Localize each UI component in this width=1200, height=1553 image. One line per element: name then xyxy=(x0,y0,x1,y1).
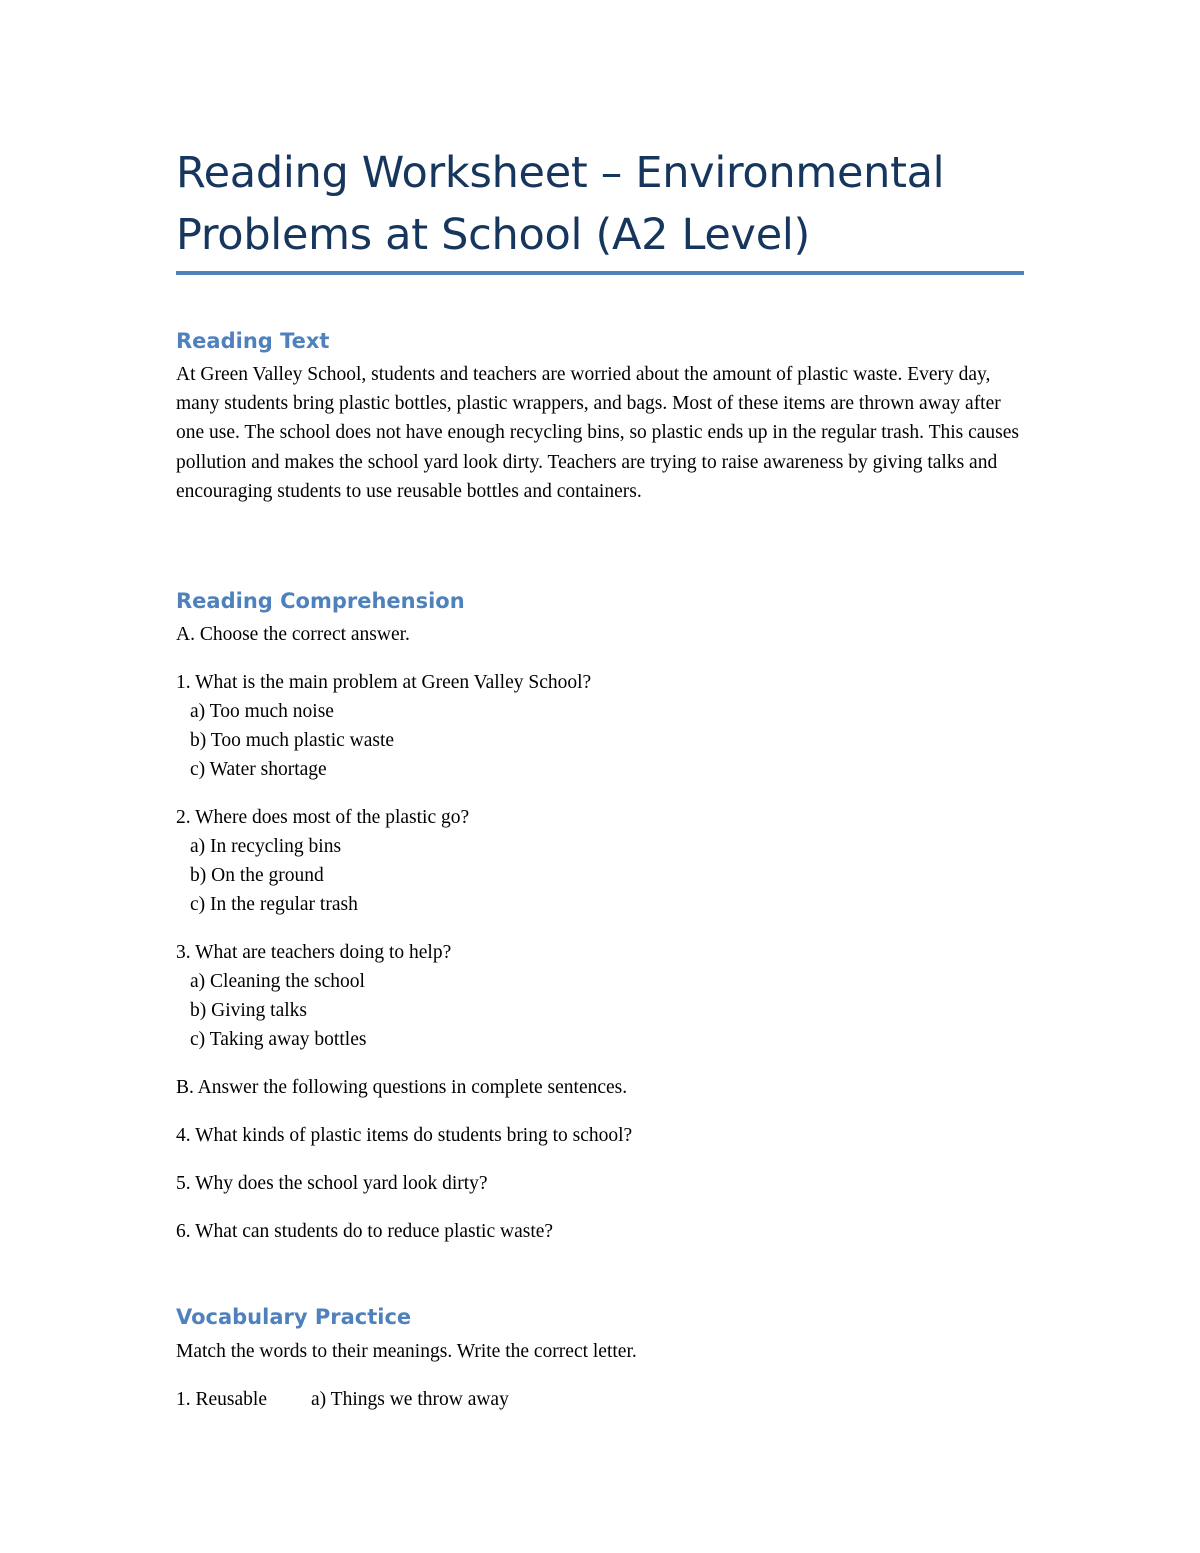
question-block-1 xyxy=(176,668,1024,784)
question-text: 1. What is the main problem at Green Valley School? xyxy=(176,672,592,693)
vocabulary-word: 1. Reusable xyxy=(176,1389,267,1410)
reading-comprehension-section xyxy=(176,586,1024,1246)
answer-option: a) In recycling bins xyxy=(190,836,342,857)
answer-option: b) Too much plastic waste xyxy=(190,730,395,751)
vocabulary-section xyxy=(176,1302,1024,1414)
vocabulary-instruction: Match the words to their meanings. Write the correct letter. xyxy=(176,1341,637,1362)
vocabulary-meaning: a) Things we throw away xyxy=(311,1389,509,1410)
question-text: 2. Where does most of the plastic go? xyxy=(176,807,470,828)
open-question-4: 4. What kinds of plastic items do students bring to school? xyxy=(176,1125,633,1146)
answer-option: c) In the regular trash xyxy=(190,894,358,915)
reading-text-paragraph: At Green Valley School, students and teachers are worried about the amount of plastic waste. Every day, many students bring plastic bottles, plastic wrappers, and bags. Most of these items are thrown away after one use. The school does not have enough recycling bins, so plastic ends up in the regular trash. This causes pollution and makes the school yard look dirty. Teachers are trying to raise awareness by giving talks and encouraging students to use reusable bottles and containers. xyxy=(176,364,1020,502)
reading-comprehension-heading: Reading Comprehension xyxy=(176,589,465,613)
vocabulary-row xyxy=(176,1385,1024,1414)
title-underline xyxy=(176,271,1024,275)
page-title: Reading Worksheet – Environmental Problems at School (A2 Level) xyxy=(176,148,945,260)
question-text: 3. What are teachers doing to help? xyxy=(176,942,452,963)
vocabulary-heading: Vocabulary Practice xyxy=(176,1305,412,1329)
question-block-3 xyxy=(176,938,1024,1054)
answer-option: b) On the ground xyxy=(190,865,324,886)
reading-text-heading: Reading Text xyxy=(176,329,330,353)
open-question-5: 5. Why does the school yard look dirty? xyxy=(176,1173,488,1194)
answer-option: a) Cleaning the school xyxy=(190,971,365,992)
answer-option: c) Water shortage xyxy=(190,759,327,780)
part-b-instruction: B. Answer the following questions in complete sentences. xyxy=(176,1077,628,1098)
answer-option: a) Too much noise xyxy=(190,701,334,722)
reading-text-section xyxy=(176,326,1024,506)
answer-option: c) Taking away bottles xyxy=(190,1029,367,1050)
question-block-2 xyxy=(176,803,1024,919)
answer-option: b) Giving talks xyxy=(190,1000,307,1021)
part-a-instruction: A. Choose the correct answer. xyxy=(176,624,410,645)
open-question-6: 6. What can students do to reduce plastic waste? xyxy=(176,1221,554,1242)
